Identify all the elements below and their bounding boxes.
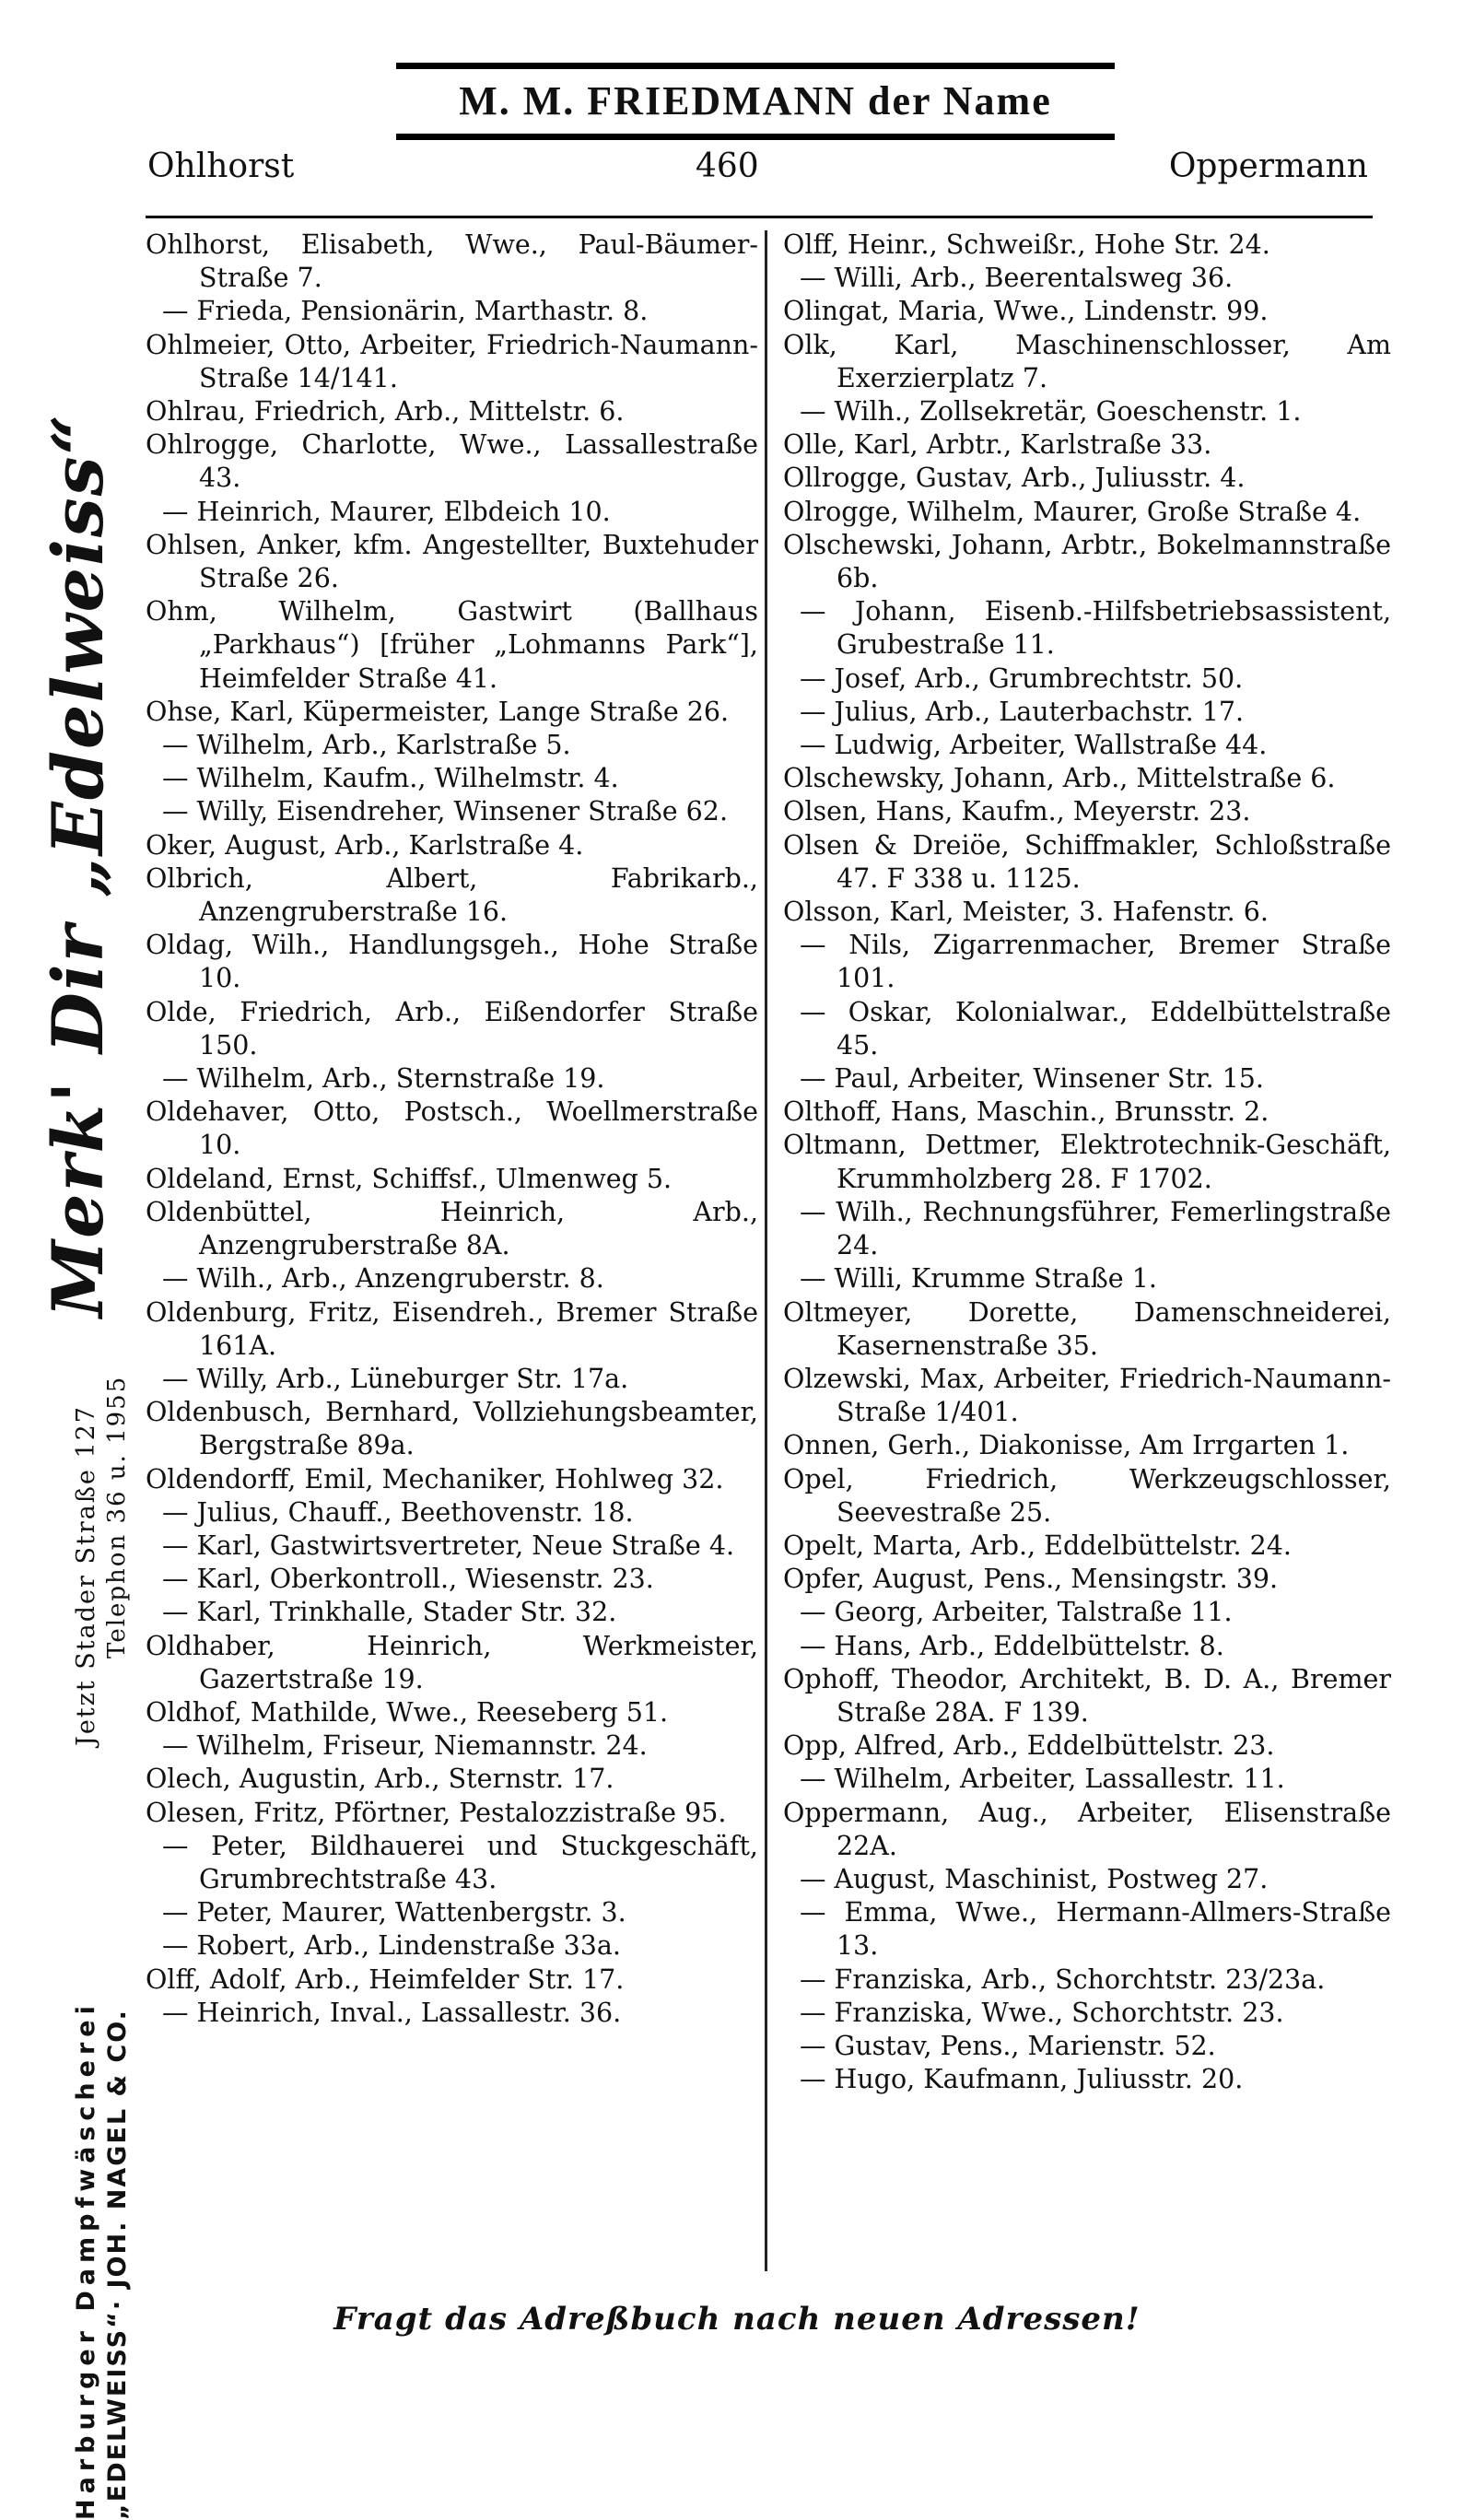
- directory-entry: — Peter, Maurer, Wattenbergstr. 3.: [162, 1897, 626, 1928]
- directory-entry: — Emma, Wwe., Hermann-Allmers-Straße 13.: [800, 1897, 1391, 1962]
- ad-line-owner: „EDELWEISS“· JOH. NAGEL & CO.: [103, 2009, 132, 2520]
- directory-entry: Oltmann, Dettmer, Elektrotechnik-Geschäft, Krummholzberg 28. F 1702.: [783, 1130, 1391, 1194]
- directory-entry: Oldenbusch, Bernhard, Vollziehungsbeamter, Bergstraße 89a.: [146, 1397, 758, 1461]
- directory-entry: Opp, Alfred, Arb., Eddelbüttelstr. 23.: [783, 1730, 1275, 1762]
- directory-entry: Oldenbüttel, Heinrich, Arb., Anzengruberstraße 8A.: [146, 1196, 758, 1261]
- directory-entry: Olbrich, Albert, Fabrikarb., Anzengruberstraße 16.: [146, 862, 758, 928]
- directory-entry: Oker, August, Arb., Karlstraße 4.: [146, 829, 584, 861]
- directory-entry: Oldendorff, Emil, Mechaniker, Hohlweg 32.: [146, 1463, 724, 1494]
- directory-entry: Ophoff, Theodor, Architekt, B. D. A., Bremer Straße 28A. F 139.: [783, 1663, 1391, 1728]
- header-rule: [146, 216, 1373, 218]
- directory-entry: Olech, Augustin, Arb., Sternstr. 17.: [146, 1764, 614, 1795]
- directory-entry: — Hans, Arb., Eddelbüttelstr. 8.: [800, 1630, 1224, 1661]
- directory-entry: Oldhof, Mathilde, Wwe., Reeseberg 51.: [146, 1696, 669, 1728]
- directory-entry: Olsen, Hans, Kaufm., Meyerstr. 23.: [783, 796, 1251, 827]
- directory-entry: Opelt, Marta, Arb., Eddelbüttelstr. 24.: [783, 1530, 1292, 1561]
- directory-entry: — Heinrich, Inval., Lassallestr. 36.: [162, 1997, 622, 2028]
- directory-entry: Onnen, Gerh., Diakonisse, Am Irrgarten 1.: [783, 1430, 1350, 1461]
- directory-entry: — Willy, Eisendreher, Winsener Straße 62.: [162, 796, 729, 827]
- directory-entry: — Franziska, Arb., Schorchtstr. 23/23a.: [800, 1963, 1326, 1995]
- directory-column-left: [146, 229, 758, 2279]
- directory-entry: Ohlsen, Anker, kfm. Angestellter, Buxtehuder Straße 26.: [146, 529, 758, 594]
- ad-line-address: Jetzt Stader Straße 127: [72, 1405, 100, 1746]
- directory-entry: Olk, Karl, Maschinenschlosser, Am Exerzierplatz 7.: [783, 329, 1391, 393]
- directory-entry: Olthoff, Hans, Maschin., Brunsstr. 2.: [783, 1096, 1269, 1128]
- page-number: 460: [696, 147, 759, 185]
- directory-entry: Ohm, Wilhelm, Gastwirt (Ballhaus „Parkhaus“) [früher „Lohmanns Park“], Heimfelder Straße 41.: [146, 596, 758, 694]
- ad-slogan: Merk' Dir „Edelweiss“: [37, 412, 119, 1318]
- directory-entry: — Johann, Eisenb.-Hilfsbetriebsassistent, Grubestraße 11.: [800, 596, 1391, 661]
- directory-entry: Olschewski, Johann, Arbtr., Bokelmannstraße 6b.: [783, 529, 1391, 594]
- directory-entry: — Wilh., Zollsekretär, Goeschenstr. 1.: [800, 396, 1302, 428]
- directory-entry: — Frieda, Pensionärin, Marthastr. 8.: [162, 296, 649, 327]
- directory-entry: — Heinrich, Maurer, Elbdeich 10.: [162, 496, 611, 527]
- directory-entry: Ohlrau, Friedrich, Arb., Mittelstr. 6.: [146, 396, 625, 428]
- directory-entry: Olff, Heinr., Schweißr., Hohe Str. 24.: [783, 229, 1270, 260]
- directory-entry: Olrogge, Wilhelm, Maurer, Große Straße 4.: [783, 496, 1362, 527]
- directory-entry: — Josef, Arb., Grumbrechtstr. 50.: [800, 662, 1244, 694]
- directory-entry: — Willi, Arb., Beerentalsweg 36.: [800, 263, 1234, 294]
- directory-entry: — Wilh., Rechnungsführer, Femerlingstraße 24.: [800, 1196, 1391, 1261]
- directory-entry: Olff, Adolf, Arb., Heimfelder Str. 17.: [146, 1963, 625, 1995]
- side-advertisement: [0, 221, 138, 2520]
- directory-entry: — Willy, Arb., Lüneburger Str. 17a.: [162, 1363, 629, 1394]
- directory-entry: Olsen & Dreiöe, Schiffmakler, Schloßstraße 47. F 338 u. 1125.: [783, 829, 1391, 894]
- directory-entry: Olle, Karl, Arbtr., Karlstraße 33.: [783, 429, 1212, 461]
- directory-entry: Oldag, Wilh., Handlungsgeh., Hohe Straße 10.: [146, 930, 758, 994]
- directory-entry: Olde, Friedrich, Arb., Eißendorfer Straße 150.: [146, 996, 758, 1061]
- directory-entry: Oltmeyer, Dorette, Damenschneiderei, Kasernenstraße 35.: [783, 1296, 1391, 1361]
- directory-entry: Opel, Friedrich, Werkzeugschlosser, Seevestraße 25.: [783, 1463, 1391, 1528]
- directory-entry: — Willi, Krumme Straße 1.: [800, 1263, 1157, 1295]
- directory-entry: — Karl, Gastwirtsvertreter, Neue Straße 4.: [162, 1530, 735, 1561]
- directory-entry: — Ludwig, Arbeiter, Wallstraße 44.: [800, 730, 1268, 761]
- directory-entry: Olsson, Karl, Meister, 3. Hafenstr. 6.: [783, 897, 1269, 928]
- directory-entry: — Wilhelm, Arb., Sternstraße 19.: [162, 1063, 605, 1095]
- directory-entry: — August, Maschinist, Postweg 27.: [800, 1863, 1269, 1894]
- running-head-last-entry: Oppermann: [1168, 147, 1368, 185]
- directory-entry: Oldenburg, Fritz, Eisendreh., Bremer Straße 161A.: [146, 1296, 758, 1361]
- directory-entry: Oldhaber, Heinrich, Werkmeister, Gazertstraße 19.: [146, 1630, 758, 1694]
- directory-entry: — Karl, Oberkontroll., Wiesenstr. 23.: [162, 1564, 654, 1595]
- directory-entry: — Wilhelm, Kaufm., Wilhelmstr. 4.: [162, 763, 619, 794]
- directory-entry: — Peter, Bildhauerei und Stuckgeschäft, Grumbrechtstraße 43.: [162, 1830, 758, 1894]
- directory-entry: — Wilhelm, Friseur, Niemannstr. 24.: [162, 1730, 648, 1762]
- column-divider: [765, 230, 767, 2271]
- directory-entry: — Wilhelm, Arbeiter, Lassallestr. 11.: [800, 1764, 1285, 1795]
- directory-entry: — Nils, Zigarrenmacher, Bremer Straße 101.: [800, 930, 1391, 994]
- directory-entry: — Gustav, Pens., Marienstr. 52.: [800, 2030, 1216, 2061]
- ad-line-company: Harburger Dampfwäscherei: [72, 2000, 100, 2520]
- directory-entry: — Hugo, Kaufmann, Juliusstr. 20.: [800, 2064, 1244, 2095]
- footer-slogan: Fragt das Adreßbuch nach neuen Adressen!: [333, 2301, 1141, 2338]
- directory-entry: Ohlrogge, Charlotte, Wwe., Lassallestraße 43.: [146, 429, 758, 494]
- directory-entry: Ollrogge, Gustav, Arb., Juliusstr. 4.: [783, 463, 1246, 494]
- directory-entry: — Julius, Arb., Lauterbachstr. 17.: [800, 696, 1245, 727]
- directory-entry: Olesen, Fritz, Pförtner, Pestalozzistraße 95.: [146, 1797, 727, 1828]
- running-head-first-entry: Ohlhorst: [147, 147, 295, 185]
- directory-entry: Ohlhorst, Elisabeth, Wwe., Paul-Bäumer-Straße 7.: [146, 229, 758, 294]
- directory-entry: Oldehaver, Otto, Postsch., Woellmerstraße 10.: [146, 1096, 758, 1161]
- directory-entry: — Robert, Arb., Lindenstraße 33a.: [162, 1930, 621, 1962]
- publisher-banner: M. M. FRIEDMANN der Name: [396, 63, 1115, 140]
- directory-entry: — Georg, Arbeiter, Talstraße 11.: [800, 1597, 1233, 1628]
- directory-entry: — Wilh., Arb., Anzengruberstr. 8.: [162, 1263, 604, 1295]
- directory-entry: Olzewski, Max, Arbeiter, Friedrich-Naumann-Straße 1/401.: [783, 1363, 1391, 1428]
- directory-entry: — Julius, Chauff., Beethovenstr. 18.: [162, 1496, 634, 1528]
- directory-entry: — Franziska, Wwe., Schorchtstr. 23.: [800, 1997, 1284, 2028]
- directory-entry: Ohse, Karl, Küpermeister, Lange Straße 26.: [146, 696, 730, 727]
- directory-entry: — Wilhelm, Arb., Karlstraße 5.: [162, 730, 571, 761]
- directory-entry: Opfer, August, Pens., Mensingstr. 39.: [783, 1564, 1279, 1595]
- directory-entry: Oldeland, Ernst, Schiffsf., Ulmenweg 5.: [146, 1163, 673, 1194]
- directory-entry: — Karl, Trinkhalle, Stader Str. 32.: [162, 1597, 617, 1628]
- directory-entry: Olschewsky, Johann, Arb., Mittelstraße 6.: [783, 763, 1336, 794]
- directory-entry: Olingat, Maria, Wwe., Lindenstr. 99.: [783, 296, 1269, 327]
- directory-entry: Oppermann, Aug., Arbeiter, Elisenstraße 22A.: [783, 1797, 1391, 1861]
- ad-line-phone: Telephon 36 u. 1955: [103, 1375, 131, 1659]
- directory-column-right: [783, 229, 1391, 2279]
- directory-entry: — Oskar, Kolonialwar., Eddelbüttelstraße 45.: [800, 996, 1391, 1061]
- directory-entry: — Paul, Arbeiter, Winsener Str. 15.: [800, 1063, 1264, 1095]
- directory-entry: Ohlmeier, Otto, Arbeiter, Friedrich-Naumann-Straße 14/141.: [146, 329, 758, 393]
